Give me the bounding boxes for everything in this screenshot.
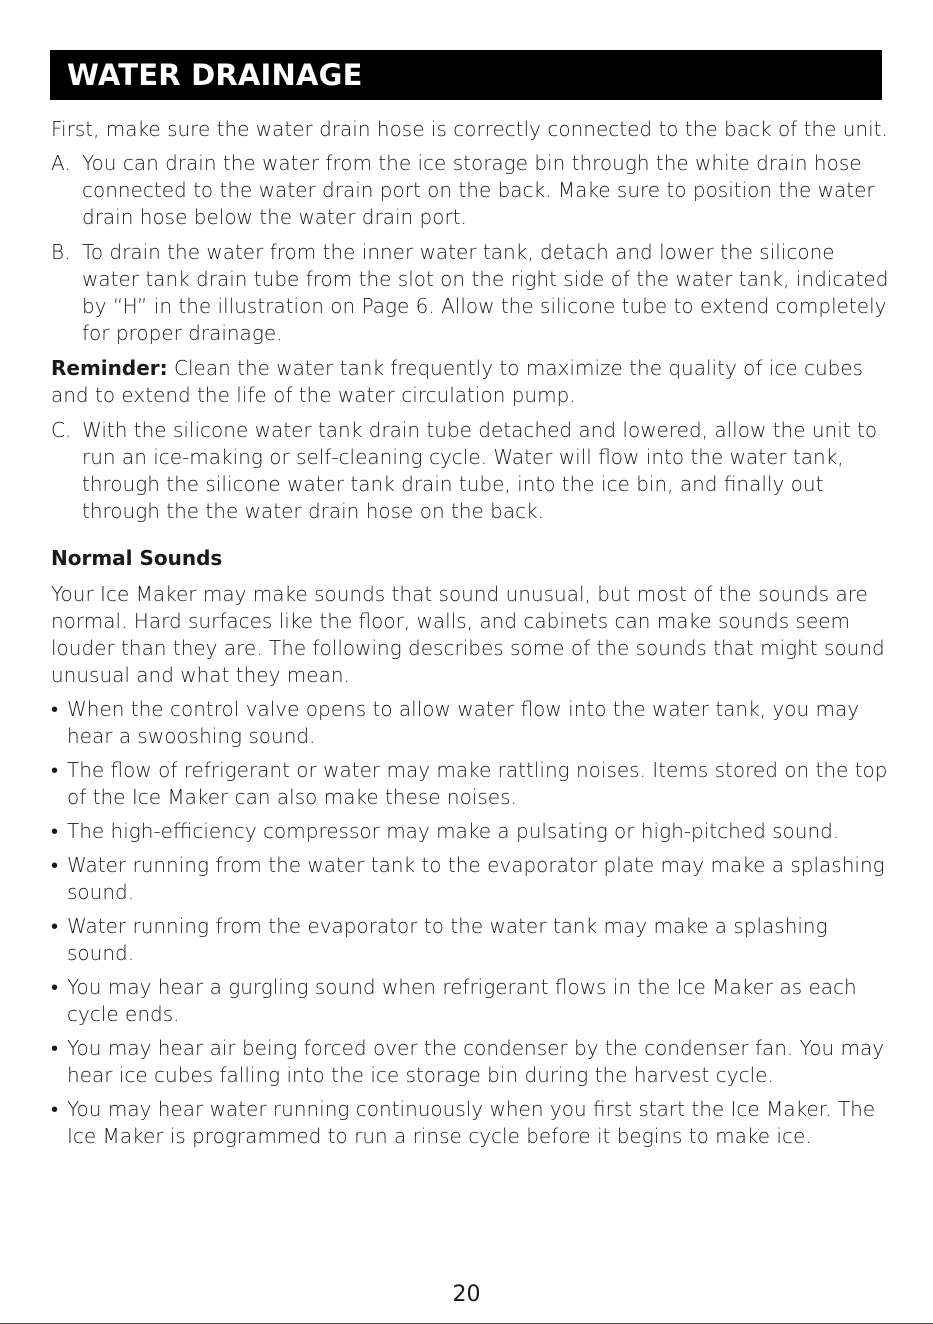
step-marker: C.	[51, 418, 72, 442]
list-item	[51, 1035, 891, 1089]
bullet-icon: •	[51, 975, 59, 999]
bullet-icon: •	[51, 697, 59, 721]
step-text: You can drain the water from the ice storage bin through the white drain hose connected to the water drain port on the back. Make sure to position the water drain hose below the water drain port.	[82, 151, 875, 229]
list-item	[51, 852, 891, 906]
list-item	[51, 1096, 891, 1150]
list-item-text: You may hear a gurgling sound when refrigerant flows in the Ice Maker as each cycle ends.	[67, 975, 857, 1026]
reminder-text: Clean the water tank frequently to maximize the quality of ice cubes and to extend the life of the water circulation pump.	[51, 356, 864, 407]
list-item-text: The flow of refrigerant or water may make rattling noises. Items stored on the top of the Ice Maker can also make these noises.	[67, 758, 888, 809]
list-item-text: You may hear air being forced over the condenser by the condenser fan. You may hear ice cubes falling into the ice storage bin during the harvest cycle.	[67, 1036, 885, 1087]
reminder-note	[51, 355, 891, 409]
step-text: With the silicone water tank drain tube detached and lowered, allow the unit to run an ice-making or self-cleaning cycle. Water will flow into the water tank, through the silicone water tank drain tube, into the ice bin, and finally out through the the water drain hose on the back.	[82, 418, 878, 523]
step-a	[51, 150, 891, 231]
step-b	[51, 239, 891, 347]
step-marker: B.	[51, 240, 71, 264]
reminder-label: Reminder:	[51, 356, 168, 380]
bullet-icon: •	[51, 758, 59, 782]
bullet-icon: •	[51, 1036, 59, 1060]
list-item-text: Water running from the evaporator to the water tank may make a splashing sound.	[67, 914, 828, 965]
list-item	[51, 913, 891, 967]
step-text: To drain the water from the inner water tank, detach and lower the silicone water tank drain tube from the slot on the right side of the water tank, indicated by “H” in the illustration on Page 6. Allow the silicone tube to extend completely for proper drainage.	[82, 240, 889, 345]
intro-paragraph: First, make sure the water drain hose is correctly connected to the back of the unit.	[51, 117, 888, 141]
sounds-bullet-list	[51, 696, 891, 1150]
section-title: WATER DRAINAGE	[67, 58, 363, 92]
list-item-text: You may hear water running continuously when you first start the Ice Maker. The Ice Maker is programmed to run a rinse cycle before it begins to make ice.	[67, 1097, 876, 1148]
list-item	[51, 818, 891, 845]
bullet-icon: •	[51, 853, 59, 877]
list-item-text: The high-efficiency compressor may make a pulsating or high-pitched sound.	[67, 819, 840, 843]
bullet-icon: •	[51, 1097, 59, 1121]
section-header-bar	[50, 50, 882, 100]
list-item	[51, 757, 891, 811]
step-marker: A.	[51, 151, 71, 175]
step-c	[51, 417, 891, 525]
normal-sounds-intro: Your Ice Maker may make sounds that sound unusual, but most of the sounds are normal. Hard surfaces like the floor, walls, and cabinets can make sounds seem louder than they are. The following describes some of the sounds that might sound unusual and what they mean.	[51, 582, 885, 687]
list-item-text: When the control valve opens to allow water flow into the water tank, you may hear a swooshing sound.	[67, 697, 860, 748]
page-content	[51, 116, 891, 1157]
list-item	[51, 974, 891, 1028]
page-number: 20	[452, 1282, 481, 1307]
list-item-text: Water running from the water tank to the evaporator plate may make a splashing sound.	[67, 853, 885, 904]
bullet-icon: •	[51, 819, 59, 843]
bullet-icon: •	[51, 914, 59, 938]
list-item	[51, 696, 891, 750]
normal-sounds-heading: Normal Sounds	[51, 546, 223, 570]
